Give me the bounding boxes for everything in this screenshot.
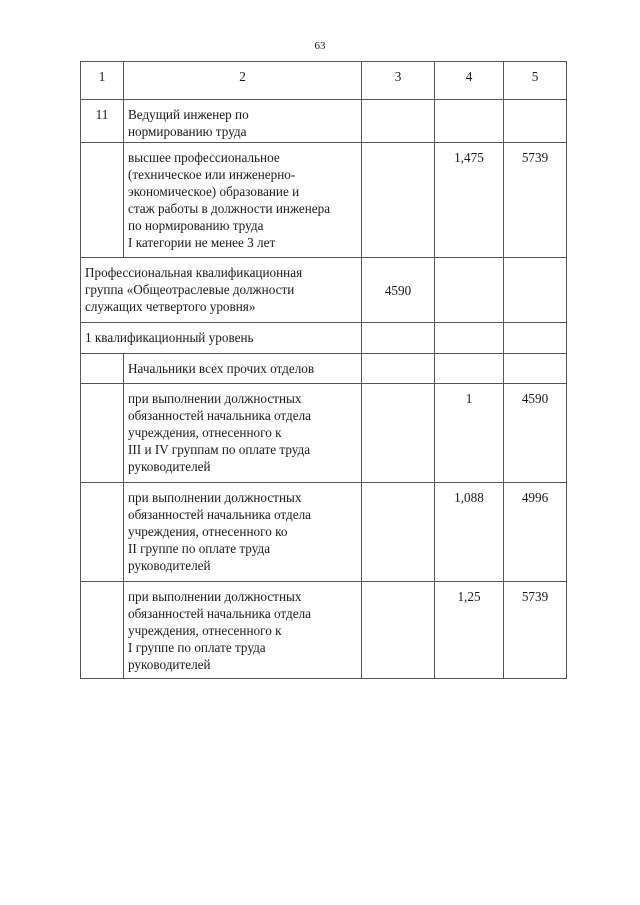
base-salary: [362, 582, 435, 679]
table-row: [81, 258, 567, 323]
salary: 4590: [504, 384, 567, 483]
salary: [504, 258, 567, 323]
table-row: [81, 100, 567, 143]
table-row: [81, 323, 567, 354]
salary: 4996: [504, 483, 567, 582]
header-col-5: 5: [504, 62, 567, 100]
salary: [504, 323, 567, 354]
table-row: [81, 384, 567, 483]
table-row: [81, 582, 567, 679]
coefficient: [435, 258, 504, 323]
base-salary: [362, 483, 435, 582]
coefficient: 1,25: [435, 582, 504, 679]
header-col-4: 4: [435, 62, 504, 100]
coefficient: [435, 100, 504, 143]
base-salary: [362, 354, 435, 384]
salary: 5739: [504, 143, 567, 258]
salary: [504, 354, 567, 384]
qualification-level-title: 1 квалификационный уровень: [81, 323, 362, 354]
header-col-3: 3: [362, 62, 435, 100]
table-header-row: [81, 62, 567, 100]
salary: 5739: [504, 582, 567, 679]
salary: [504, 100, 567, 143]
row-number: [81, 143, 124, 258]
header-col-2: 2: [124, 62, 362, 100]
requirement-text: высшее профессиональное (техническое или инженерно- экономическое) образование и стаж работы в должности инженера по нормированию труда I категории не менее 3 лет: [124, 143, 362, 258]
base-salary: [362, 384, 435, 483]
position-title: Ведущий инженер по нормированию труда: [124, 100, 362, 143]
condition-text: при выполнении должностных обязанностей начальника отдела учреждения, отнесенного к I группе по оплате труда руководителей: [124, 582, 362, 679]
row-number: [81, 582, 124, 679]
condition-text: при выполнении должностных обязанностей начальника отдела учреждения, отнесенного ко II группе по оплате труда руководителей: [124, 483, 362, 582]
page-number: 63: [314, 40, 326, 52]
qualification-table: [80, 61, 567, 679]
coefficient: 1,475: [435, 143, 504, 258]
coefficient: [435, 354, 504, 384]
header-col-1: 1: [81, 62, 124, 100]
base-salary: [362, 323, 435, 354]
qualification-group-title: Профессиональная квалификационная группа «Общеотраслевые должности служащих четвертого уровня»: [81, 258, 362, 323]
coefficient: [435, 323, 504, 354]
position-title: Начальники всех прочих отделов: [124, 354, 362, 384]
base-salary: [362, 100, 435, 143]
table-row: [81, 143, 567, 258]
table-row: [81, 483, 567, 582]
base-salary: [362, 143, 435, 258]
condition-text: при выполнении должностных обязанностей начальника отдела учреждения, отнесенного к III и IV группам по оплате труда руководителей: [124, 384, 362, 483]
row-number: 11: [81, 100, 124, 143]
coefficient: 1,088: [435, 483, 504, 582]
table-row: [81, 354, 567, 384]
row-number: [81, 483, 124, 582]
row-number: [81, 354, 124, 384]
base-salary: 4590: [362, 258, 435, 323]
coefficient: 1: [435, 384, 504, 483]
row-number: [81, 384, 124, 483]
